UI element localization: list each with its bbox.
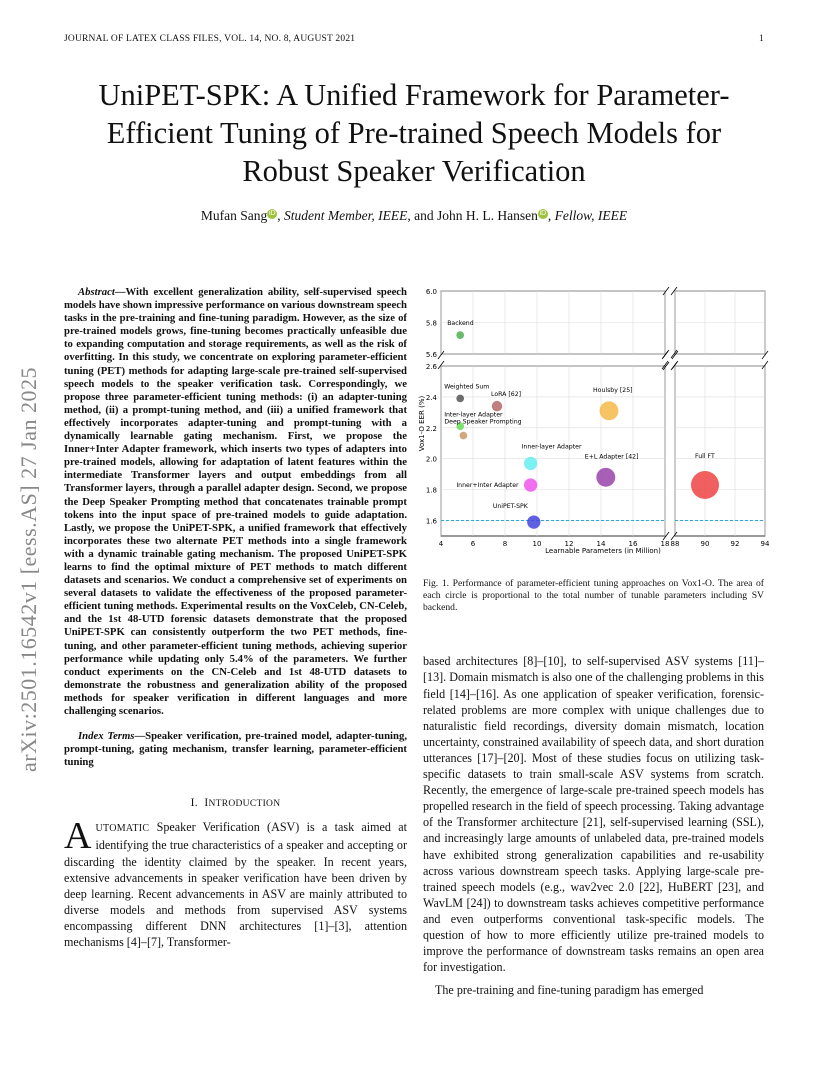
right-body	[423, 653, 764, 998]
x-tick-label: 8	[502, 540, 508, 548]
left-column	[64, 286, 407, 950]
intro-first-word: UTOMATIC	[95, 823, 150, 835]
paper-title: UniPET-SPK: A Unified Framework for Parameter-Efficient Tuning of Pre-trained Speech Models for Robust Speaker Verification	[98, 78, 730, 188]
journal-name: JOURNAL OF LATEX CLASS FILES, VOL. 14, NO. 8, AUGUST 2021	[64, 34, 356, 44]
dropcap: A	[64, 815, 92, 858]
orcid-icon[interactable]: iD	[268, 209, 276, 217]
data-point-label: Full FT	[695, 453, 715, 460]
x-tick-label: 16	[628, 540, 638, 548]
y-tick-label: 2.2	[425, 424, 437, 433]
data-point	[524, 478, 537, 491]
figure-caption: Fig. 1. Performance of parameter-efficient tuning approaches on Vox1-O. The area of each circle is proportional to the total number of tunable parameters including SV backend.	[423, 578, 764, 613]
x-tick-label: 10	[532, 540, 542, 548]
y-tick-label: 2.6	[425, 363, 437, 371]
author-2-role: Fellow, IEEE	[554, 208, 628, 223]
right-column	[418, 286, 770, 998]
figure-1	[413, 286, 773, 574]
data-point	[600, 401, 619, 420]
intro-text: Speaker Verification (ASV) is a task aimed at identifying the true characteristics of a speaker and accepting or discarding the identity claimed by the speaker. In recent years, extensive advancements in speaker verification have been driven by deep learning. Recent advancements in ASV are mainly attributed to diverse models and methods from supervised ASV systems encompassing different DNN architectures [1]–[3], attention mechanisms [4]–[7], Transformer-	[64, 820, 407, 950]
data-point	[456, 395, 464, 403]
y-tick-label: 1.8	[425, 486, 437, 495]
data-point	[460, 432, 468, 440]
section-title-rest: NTRODUCTION	[208, 799, 281, 810]
index-terms: Index Terms—Speaker verification, pre-trained model, adapter-tuning, prompt-tuning, gating mechanism, transfer learning, parameter-efficient tuning	[64, 730, 407, 769]
x-tick-label: 18	[660, 540, 670, 548]
x-axis-label: Learnable Parameters (in Million)	[545, 547, 661, 555]
data-point-label: Houlsby [25]	[593, 386, 633, 394]
abstract-lead: Abstract	[78, 286, 115, 298]
author-conjunction: , and	[407, 208, 437, 223]
index-terms-lead: Index Terms	[78, 730, 135, 743]
orcid-icon[interactable]: iD	[539, 209, 547, 217]
author-1-role: Student Member, IEEE	[284, 208, 408, 223]
data-point-label: Backend	[447, 320, 474, 328]
data-point	[527, 515, 540, 528]
x-tick-label: 88	[670, 540, 680, 548]
y-tick-label: 5.6	[425, 351, 437, 359]
abstract: Abstract—With excellent generalization ability, self-supervised speech models have shown impressive performance on various downstream speech tasks in the pre-training and fine-tuning paradigm. However, as the size of pre-trained models grows, fine-tuning becomes practically unfeasible due to expanding computation and storage requirements, as well as the risk of overfitting. In this study, we concentrate on exploring parameter-efficient tuning (PET) methods for adapting large-scale pre-trained self-supervised speech models to the speaker verification task. Correspondingly, we propose three parameter-efficient tuning methods: (i) an adapter-tuning method, (ii) a prompt-tuning method, and (iii) a unified framework that effectively incorporates adapter-tuning and prompt-tuning with a dynamically learnable gating mechanism. First, we propose the Inner+Inter Adapter framework, which inserts two types of adapters into pre-trained models, allowing for adaptation of latent features within the intermediate Transformer layers and output embeddings from all Transformer layers, through a parallel adapter design. Second, we propose the Deep Speaker Prompting method that concatenates trainable prompt tokens into the input space of pre-trained models to guide adaptation. Lastly, we propose the UniPET-SPK, a unified framework that effectively incorporates these two alternate PET methods into a single framework with a dynamic trainable gating mechanism. The proposed UniPET-SPK learns to find the optimal mixture of PET methods to match different datasets and scenarios. We conduct a comprehensive set of experiments on several datasets to validate the effectiveness of the proposed parameter-efficient tuning methods. Experimental results on the VoxCeleb, CN-Celeb, and the 1st 48-UTD forensic datasets demonstrate that the proposed UniPET-SPK can consistently outperform the two PET methods, fine-tuning, and other parameter-efficient tuning methods, achieving superior performance while updating only 5.4% of the parameters. We further conduct experiments on the CN-Celeb and 1st 48-UTD datasets to demonstrate the robustness and generalization ability of the proposed methods for speaker verification in different languages and more challenging scenarios.	[64, 286, 407, 717]
data-point-label: E+L Adapter [42]	[584, 453, 639, 461]
data-point-label: Deep Speaker Prompting	[444, 418, 522, 426]
author-line: Mufan Sang iD , Student Member, IEEE, and John H. L. Hansen iD , Fellow, IEEE	[200, 208, 628, 223]
x-tick-label: 14	[596, 540, 606, 548]
y-tick-label: 2.0	[425, 455, 437, 464]
y-tick-label: 5.8	[425, 319, 437, 328]
data-point	[596, 468, 615, 487]
data-point	[524, 457, 537, 470]
data-point-label: Weighted Sum	[444, 383, 490, 391]
x-tick-label: 94	[760, 540, 770, 548]
index-terms-text: Speaker verification, pre-trained model, adapter-tuning, prompt-tuning, gating mechanism, transfer learning, parameter-efficient tuning	[64, 730, 407, 769]
data-point-label: LoRA [62]	[491, 391, 522, 399]
data-point	[492, 401, 503, 412]
section-heading-intro	[64, 797, 407, 809]
data-point	[456, 331, 464, 339]
x-tick-label: 12	[564, 540, 574, 548]
intro-paragraph	[64, 815, 407, 950]
running-head	[64, 34, 764, 48]
data-point-label: UniPET-SPK	[492, 503, 528, 511]
abstract-text: With excellent generalization ability, self-supervised speech models have shown impressive performance on various downstream speech tasks in the pre-training and fine-tuning paradigm. However, as the size of pre-trained models grows, fine-tuning becomes practically unfeasible due to expanding computation and storage requirements, as well as the risk of overfitting. In this study, we concentrate on exploring parameter-efficient tuning (PET) methods for adapting large-scale pre-trained self-supervised speech models to the speaker verification task. Correspondingly, we propose three parameter-efficient tuning methods: (i) an adapter-tuning method, (ii) a prompt-tuning method, and (iii) a unified framework that effectively incorporates adapter-tuning and prompt-tuning with a dynamically learnable gating mechanism. First, we propose the Inner+Inter Adapter framework, which inserts two types of adapters into pre-trained models, allowing for adaptation of latent features within the intermediate Transformer layers and output embeddings from all Transformer layers, through a parallel adapter design. Second, we propose the Deep Speaker Prompting method that concatenates trainable prompt tokens into the input space of pre-trained models to guide adaptation. Lastly, we propose the UniPET-SPK, a unified framework that effectively incorporates these two alternate PET methods into a single framework with a dynamic trainable gating mechanism. The proposed UniPET-SPK learns to find the optimal mixture of PET methods to match different datasets and scenarios. We conduct a comprehensive set of experiments on several datasets to validate the effectiveness of the proposed parameter-efficient tuning methods. Experimental results on the VoxCeleb, CN-Celeb, and the 1st 48-UTD forensic datasets demonstrate that the proposed UniPET-SPK can consistently outperform the two PET methods, fine-tuning, and other parameter-efficient tuning methods, achieving superior performance while updating only 5.4% of the parameters. We further conduct experiments on the CN-Celeb and 1st 48-UTD datasets to demonstrate the robustness and generalization ability of the proposed methods for speaker verification in different languages and more challenging scenarios.	[64, 286, 407, 717]
y-tick-label: 1.6	[425, 517, 437, 526]
body-paragraph: The pre-training and fine-tuning paradigm has emerged	[435, 983, 704, 998]
section-number: I.	[190, 797, 198, 810]
author-2-name: John H. L. Hansen	[436, 208, 538, 223]
author-1-name: Mufan Sang	[200, 208, 268, 223]
section-title-initial: I	[204, 797, 209, 810]
x-tick-label: 4	[438, 540, 444, 548]
y-tick-label: 6.0	[425, 288, 437, 296]
data-point-label: Inner+Inter Adapter	[456, 482, 519, 489]
body-paragraph: based architectures [8]–[10], to self-supervised ASV systems [11]–[13]. Domain mismatch is also one of the challenging problems in this field [14]–[16]. As one application of speaker verification, forensic-related problems are more complex with unique challenges due to naturalistic field recordings, diversity domain mismatch, location uncertainty, constrained availability of speech data, and short duration utterances [17]–[20]. Most of these studies focus on utilizing task-specific datasets to train small-scale ASV systems from scratch. Recently, the emergence of large-scale pre-trained speech models has propelled research in the field of speech processing. Taking advantage of the Transformer architecture [21], self-supervised learning (SSL), and increasingly large amounts of unlabeled data, pre-trained models have exhibited strong generalization capabilities and re-usability across various downstream speech tasks. Applying large-scale pre-trained speech models (e.g., wav2vec 2.0 [22], HuBERT [23], and WavLM [24]) to downstream tasks achieves competitive performance and even outperforms conventional task-specific models. The question of how to more efficiently utilize pre-trained models to improve the performance of downstream tasks remains an open area for investigation.	[423, 654, 764, 975]
data-point-label: Inter-layer Adapter	[444, 411, 503, 419]
y-axis-label: Vox1-O EER (%)	[418, 395, 426, 452]
x-tick-label: 90	[700, 540, 710, 548]
x-tick-label: 6	[470, 540, 476, 548]
data-point-label: Inner-layer Adapter	[521, 443, 582, 451]
plot-frame	[675, 366, 765, 536]
page-number: 1	[759, 34, 764, 44]
bubble-chart	[413, 286, 773, 572]
arxiv-stamp: arXiv:2501.16542v1 [eess.AS] 27 Jan 2025	[16, 367, 41, 772]
y-tick-label: 2.4	[425, 393, 437, 402]
data-point	[691, 471, 719, 499]
x-tick-label: 92	[730, 540, 740, 548]
